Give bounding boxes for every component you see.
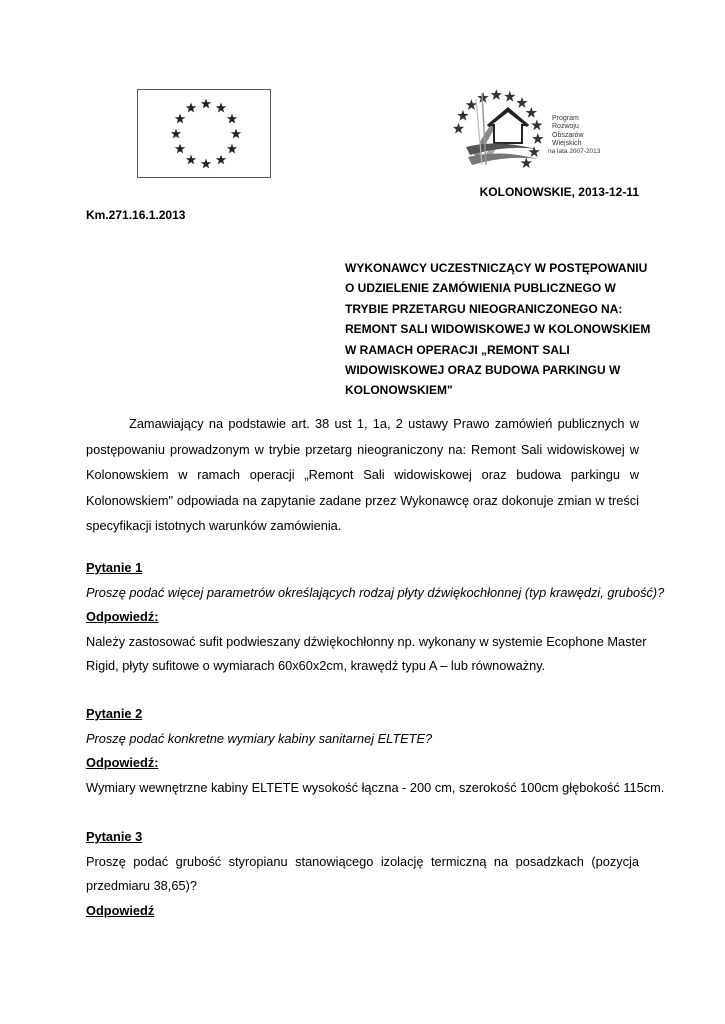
question-text: przedmiaru 38,65)? <box>86 878 197 893</box>
intro-line: Kolonowskiem" odpowiada na zapytanie zadane przez Wykonawcę oraz dokonuje zmian w treści <box>86 492 639 508</box>
eu-star-icon <box>175 144 185 154</box>
prow-star-icon <box>466 99 477 110</box>
prow-star-icon <box>532 133 543 144</box>
intro-line: specyfikacji istotnych warunków zamówienia. <box>86 518 342 533</box>
answer-label: Odpowiedź: <box>86 609 159 624</box>
prow-star-icon <box>491 89 502 100</box>
intro-line: postępowaniu prowadzonym w trybie przetarg nieograniczony na: Remont Sali widowiskowej w <box>86 441 639 457</box>
prow-star-icon <box>531 119 542 130</box>
reference-number: Km.271.16.1.2013 <box>86 208 186 222</box>
addressee-line: O UDZIELENIE ZAMÓWIENIA PUBLICZNEGO W <box>345 281 616 296</box>
addressee-block <box>345 258 651 401</box>
addressee-line: KOLONOWSKIEM" <box>345 383 453 398</box>
question-text: Proszę podać konkretne wymiary kabiny sanitarnej ELTETE? <box>86 730 433 746</box>
answer-line: Rigid, płyty sufitowe o wymiarach 60x60x2cm, krawędź typu A – lub równoważny. <box>86 658 546 673</box>
prow-logo-text <box>548 115 601 156</box>
eu-star-icon <box>231 129 241 139</box>
eu-flag-logo <box>137 89 271 178</box>
intro-line: Kolonowskiem w ramach operacji „Remont Sali widowiskowej oraz budowa parkingu w <box>86 467 639 482</box>
question-1-section <box>86 556 665 679</box>
question-text: Proszę podać więcej parametrów określających rodzaj płyty dźwiękochłonnej (typ krawędzi, grubość)? <box>86 584 665 600</box>
prow-text-line: Program <box>552 115 579 122</box>
prow-text-line: Rozwoju <box>552 123 579 131</box>
eu-star-icon <box>201 99 211 109</box>
addressee-line: WYKONAWCY UCZESTNICZĄCY W POSTĘPOWANIU <box>345 261 648 275</box>
eu-star-icon <box>216 154 226 164</box>
prow-star-icon <box>453 123 464 134</box>
prow-logo <box>446 85 601 173</box>
question-title: Pytanie 2 <box>86 706 143 721</box>
prow-text-line: Obszarów <box>552 131 584 139</box>
answer-label: Odpowiedź: <box>86 755 159 770</box>
eu-star-icon <box>186 154 196 164</box>
eu-star-icon <box>227 144 237 154</box>
prow-text-line: na lata 2007-2013 <box>548 148 601 156</box>
intro-paragraph <box>86 411 639 539</box>
eu-star-icon <box>186 103 196 113</box>
eu-star-icon <box>171 129 181 139</box>
question-3-section <box>86 825 639 923</box>
intro-line: Zamawiający na podstawie art. 38 ust 1, 1a, 2 ustawy Prawo zamówień publicznych w <box>129 416 639 431</box>
prow-star-icon <box>526 107 537 118</box>
prow-star-icon <box>521 157 532 168</box>
prow-text-line: Wiejskich <box>552 139 582 147</box>
eu-star-icon <box>216 103 226 113</box>
answer-line: Wymiary wewnętrzne kabiny ELTETE wysokość łączna - 200 cm, szerokość 100cm głębokość 115cm. <box>86 779 665 795</box>
question-title: Pytanie 3 <box>86 829 143 844</box>
question-2-section <box>86 702 665 800</box>
prow-star-icon <box>457 110 468 121</box>
addressee-line: WIDOWISKOWEJ ORAZ BUDOWA PARKINGU W <box>345 363 621 378</box>
question-title: Pytanie 1 <box>86 560 143 575</box>
answer-label: Odpowiedź <box>86 902 155 918</box>
document-date: KOLONOWSKIE, 2013-12-11 <box>479 185 639 199</box>
addressee-line: TRYBIE PRZETARGU NIEOGRANICZONEGO NA: <box>345 301 623 316</box>
prow-star-icon <box>504 91 515 102</box>
eu-star-icon <box>201 159 211 169</box>
addressee-line: W RAMACH OPERACJI „REMONT SALI <box>345 342 570 357</box>
eu-star-icon <box>175 114 185 124</box>
question-text: Proszę podać grubość styropianu stanowiącego izolację termiczną na posadzkach (pozycja <box>86 853 639 869</box>
addressee-line: REMONT SALI WIDOWISKOWEJ W KOLONOWSKIEM <box>345 322 651 337</box>
answer-line: Należy zastosować sufit podwieszany dźwiękochłonny np. wykonany w systemie Ecophone Master <box>86 633 647 649</box>
prow-star-icon <box>516 97 527 108</box>
eu-stars-icon <box>138 90 270 177</box>
eu-star-icon <box>227 114 237 124</box>
